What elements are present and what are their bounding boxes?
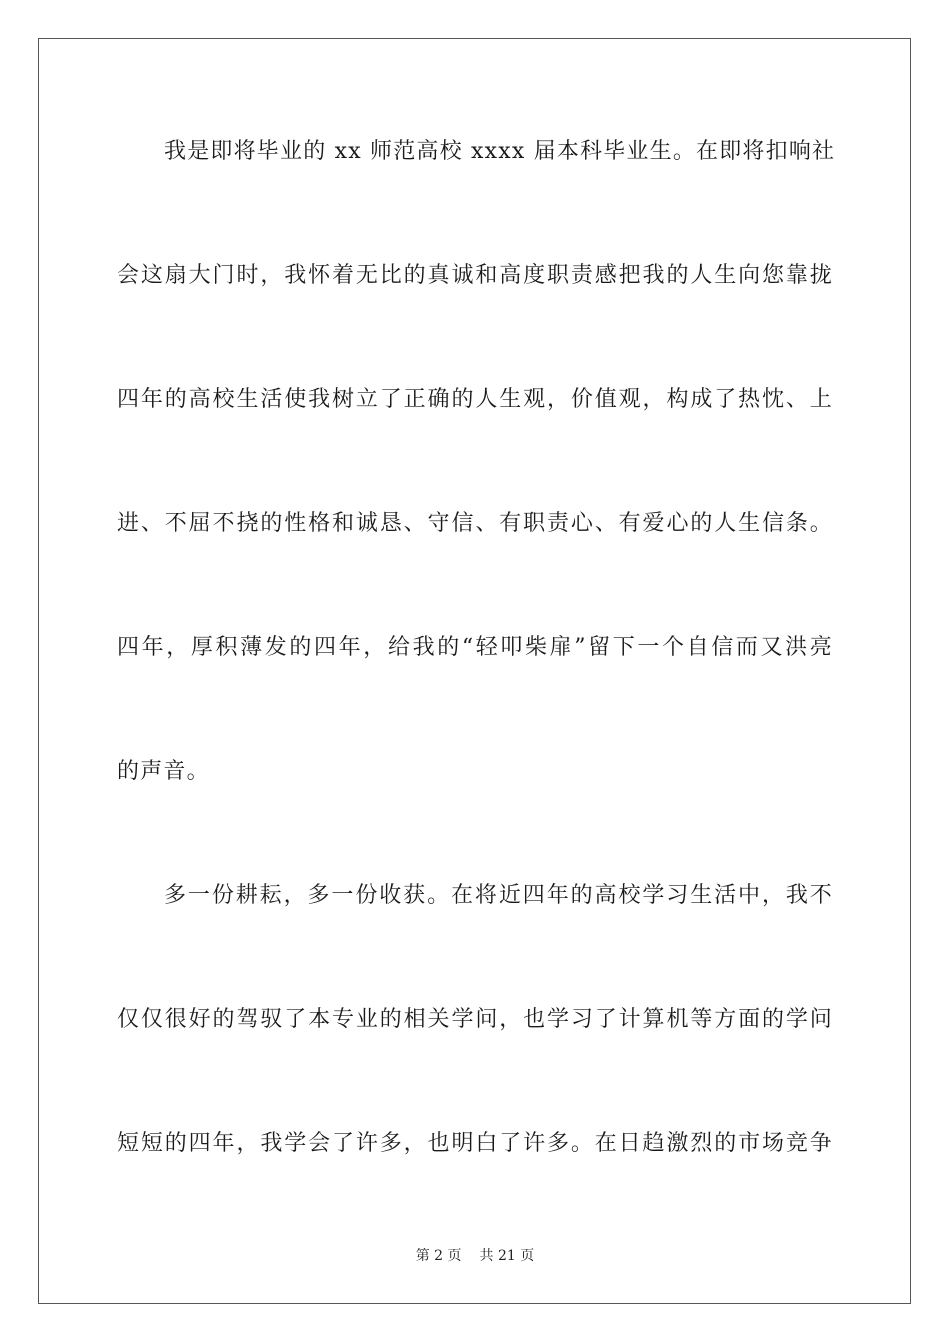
body-text-line: 仅仅很好的驾驭了本专业的相关学问，也学习了计算机等方面的学问 xyxy=(117,1007,833,1032)
body-text-line: 会这扇大门时，我怀着无比的真诚和高度职责感把我的人生向您靠拢 xyxy=(117,263,833,288)
body-text-line: 短短的四年，我学会了许多，也明白了许多。在日趋激烈的市场竞争 xyxy=(117,1131,833,1156)
body-text-line: 的声音。 xyxy=(117,759,210,784)
body-text-line: 四年，厚积薄发的四年，给我的“轻叩柴扉”留下一个自信而又洪亮 xyxy=(117,635,833,660)
body-text-line: 进、不屈不挠的性格和诚恳、守信、有职责心、有爱心的人生信条。 xyxy=(117,511,833,536)
page-total: 共 21 页 xyxy=(479,1248,535,1264)
body-text-line: 四年的高校生活使我树立了正确的人生观，价值观，构成了热忱、上 xyxy=(117,387,833,412)
page-footer xyxy=(0,1247,950,1265)
body-text-line: 我是即将毕业的 xx 师范高校 xxxx 届本科毕业生。在即将扣响社 xyxy=(164,139,836,164)
page-number: 第 2 页 xyxy=(415,1248,462,1264)
body-text-line: 多一份耕耘，多一份收获。在将近四年的高校学习生活中，我不 xyxy=(164,883,833,908)
page-frame xyxy=(38,38,911,1304)
